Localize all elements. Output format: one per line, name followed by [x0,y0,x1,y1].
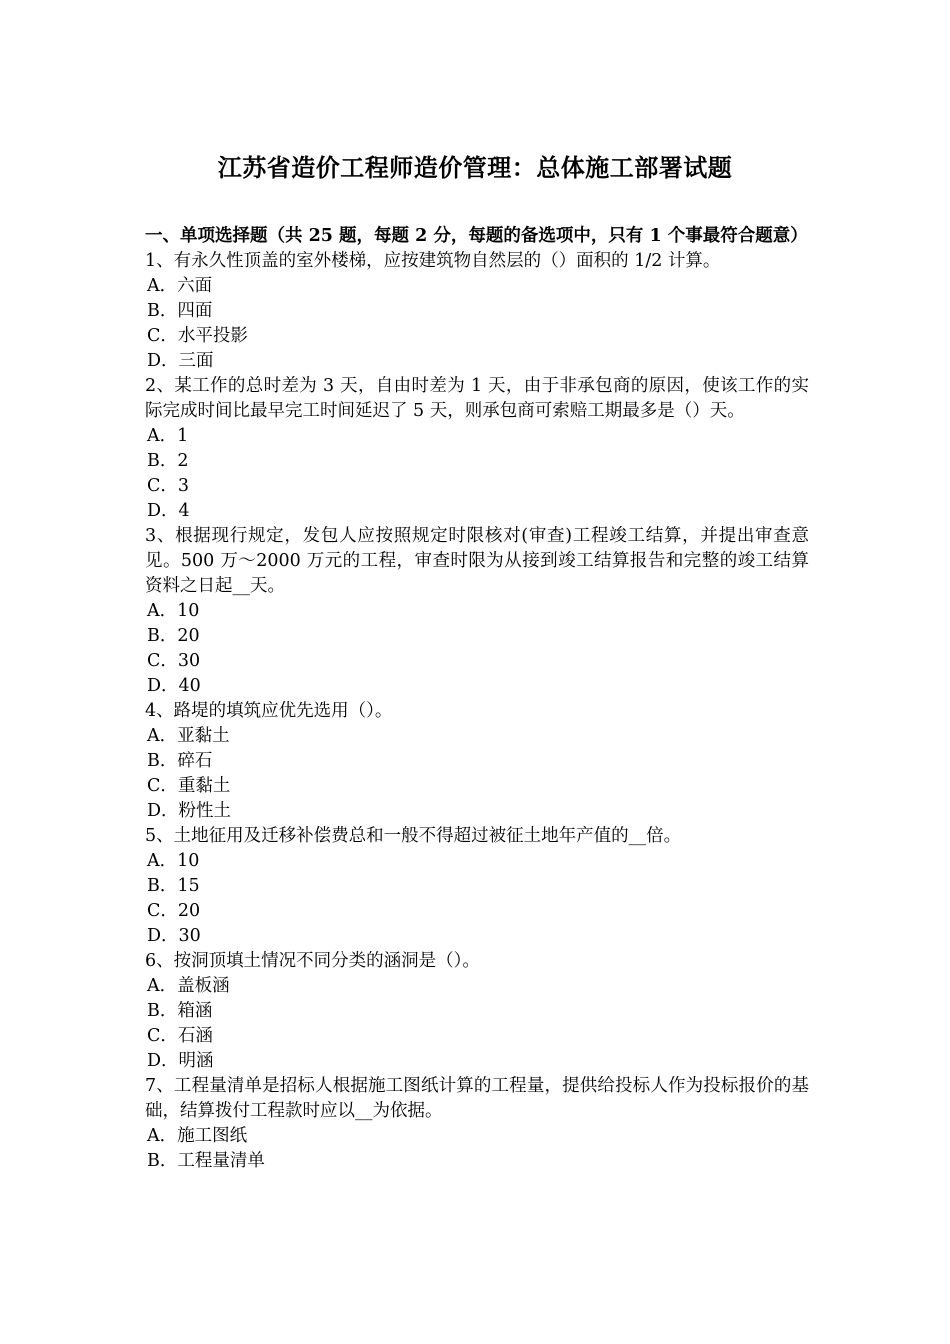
option-d: D．粉性土 [147,801,232,821]
option-b: B．20 [147,626,200,646]
question-2 [145,374,809,524]
option-c: C．重黏土 [147,776,231,796]
question-stem: 4、路堤的填筑应优先选用（）。 [145,701,393,721]
option-b: B．2 [147,451,189,471]
question-5 [145,824,809,949]
option-b: B．碎石 [147,751,213,771]
option-a: A．施工图纸 [147,1126,248,1146]
question-stem: 1、有永久性顶盖的室外楼梯，应按建筑物自然层的（）面积的 1/2 计算。 [145,251,721,271]
option-a: A．亚黏土 [147,726,230,746]
option-a: A．10 [147,601,200,621]
question-stem: 3、根据现行规定，发包人应按照规定时限核对(审查)工程竣工结算，并提出审查意见。500 万～2000 万元的工程，审查时限为从接到竣工结算报告和完整的竣工结算资料之日起__天。 [145,526,809,596]
document-body [145,224,809,1174]
document-title: 江苏省造价工程师造价管理：总体施工部署试题 [217,153,733,182]
option-c: C．石涵 [147,1026,213,1046]
option-c: C．3 [147,476,190,496]
option-a: A．盖板涵 [147,976,230,996]
option-b: B．工程量清单 [147,1151,265,1171]
question-stem: 6、按洞顶填土情况不同分类的涵洞是（）。 [145,951,480,971]
option-c: C．水平投影 [147,326,248,346]
option-c: C．20 [147,901,201,921]
question-stem: 2、某工作的总时差为 3 天，自由时差为 1 天，由于非承包商的原因，使该工作的实际完成时间比最早完工时间延迟了 5 天，则承包商可索赔工期最多是（）天。 [145,376,809,421]
option-d: D．三面 [147,351,214,371]
question-stem: 7、工程量清单是招标人根据施工图纸计算的工程量，提供给投标人作为投标报价的基础，结算拨付工程款时应以__为依据。 [145,1076,809,1121]
option-b: B．四面 [147,301,213,321]
option-b: B．15 [147,876,200,896]
question-6 [145,949,809,1074]
question-stem: 5、土地征用及迁移补偿费总和一般不得超过被征土地年产值的__倍。 [145,826,682,846]
option-d: D．30 [147,926,201,946]
question-7 [145,1074,809,1174]
question-3 [145,524,809,699]
section-heading: 一、单项选择题（共 25 题，每题 2 分，每题的备选项中，只有 1 个事最符合题意） [145,226,808,246]
option-d: D．40 [147,676,201,696]
option-a: A．六面 [147,276,213,296]
question-1 [145,249,809,374]
option-d: D．明涵 [147,1051,214,1071]
option-d: D．4 [147,501,190,521]
option-b: B．箱涵 [147,1001,213,1021]
option-a: A．1 [147,426,189,446]
option-c: C．30 [147,651,201,671]
option-a: A．10 [147,851,200,871]
question-4 [145,699,809,824]
